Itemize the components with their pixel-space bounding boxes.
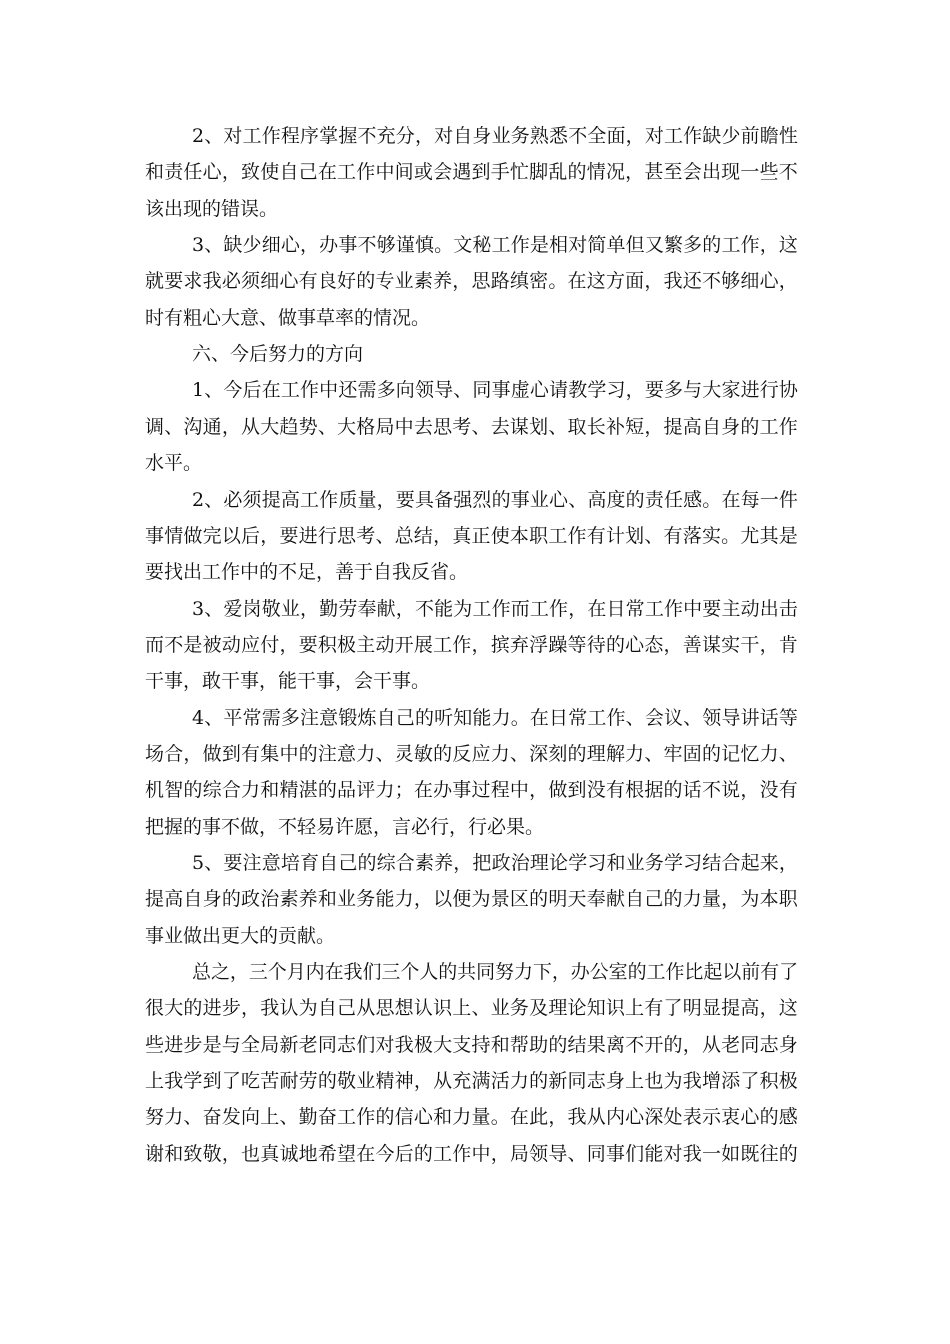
- text-line: 该出现的错误。: [145, 198, 279, 220]
- text-line: 机智的综合力和精湛的品评力；在办事过程中，做到没有根据的话不说，没有: [145, 779, 799, 801]
- text-line: 1、今后在工作中还需多向领导、同事虚心请教学习，要多与大家进行协: [192, 379, 799, 401]
- text-line: 干事，敢干事，能干事，会干事。: [145, 670, 431, 692]
- text-line: 就要求我必须细心有良好的专业素养，思路缜密。在这方面，我还不够细心，: [145, 270, 799, 292]
- text-line: 场合，做到有集中的注意力、灵敏的反应力、深刻的理解力、牢固的记忆力、: [145, 743, 799, 765]
- text-line: 调、沟通，从大趋势、大格局中去思考、去谋划、取长补短，提高自身的工作: [145, 416, 799, 438]
- text-line: 努力、奋发向上、勤奋工作的信心和力量。在此，我从内心深处表示衷心的感: [145, 1106, 799, 1128]
- text-line: 事业做出更大的贡献。: [145, 925, 336, 947]
- text-line: 很大的进步，我认为自己从思想认识上、业务及理论知识上有了明显提高，这: [145, 997, 799, 1019]
- text-line: 谢和致敬，也真诚地希望在今后的工作中，局领导、同事们能对我一如既往的: [145, 1143, 799, 1165]
- text-line: 和责任心，致使自己在工作中间或会遇到手忙脚乱的情况，甚至会出现一些不: [145, 161, 799, 183]
- text-line: 而不是被动应付，要积极主动开展工作，摈弃浮躁等待的心态，善谋实干，肯: [145, 634, 799, 656]
- text-line: 些进步是与全局新老同志们对我极大支持和帮助的结果离不开的，从老同志身: [145, 1034, 799, 1056]
- text-line: 提高自身的政治素养和业务能力，以便为景区的明天奉献自己的力量，为本职: [145, 888, 799, 910]
- text-line: 2、必须提高工作质量，要具备强烈的事业心、高度的责任感。在每一件: [192, 489, 799, 511]
- text-line: 把握的事不做，不轻易许愿，言必行，行必果。: [145, 816, 545, 838]
- text-line: 要找出工作中的不足，善于自我反省。: [145, 561, 469, 583]
- text-line: 时有粗心大意、做事草率的情况。: [145, 307, 431, 329]
- text-line: 4、平常需多注意锻炼自己的听知能力。在日常工作、会议、领导讲话等: [192, 707, 799, 729]
- text-line: 3、爱岗敬业，勤劳奉献，不能为工作而工作，在日常工作中要主动出击: [192, 598, 799, 620]
- text-line: 上我学到了吃苦耐劳的敬业精神，从充满活力的新同志身上也为我增添了积极: [145, 1070, 799, 1092]
- text-line: 3、缺少细心，办事不够谨慎。文秘工作是相对简单但又繁多的工作，这: [192, 234, 799, 256]
- text-line: 水平。: [145, 452, 203, 474]
- text-line: 5、要注意培育自己的综合素养，把政治理论学习和业务学习结合起来，: [192, 852, 799, 874]
- text-line: 六、今后努力的方向: [192, 343, 364, 365]
- text-line: 总之，三个月内在我们三个人的共同努力下，办公室的工作比起以前有了: [192, 961, 799, 983]
- text-line: 事情做完以后，要进行思考、总结，真正使本职工作有计划、有落实。尤其是: [145, 525, 799, 547]
- text-line: 2、对工作程序掌握不充分，对自身业务熟悉不全面，对工作缺少前瞻性: [192, 125, 799, 147]
